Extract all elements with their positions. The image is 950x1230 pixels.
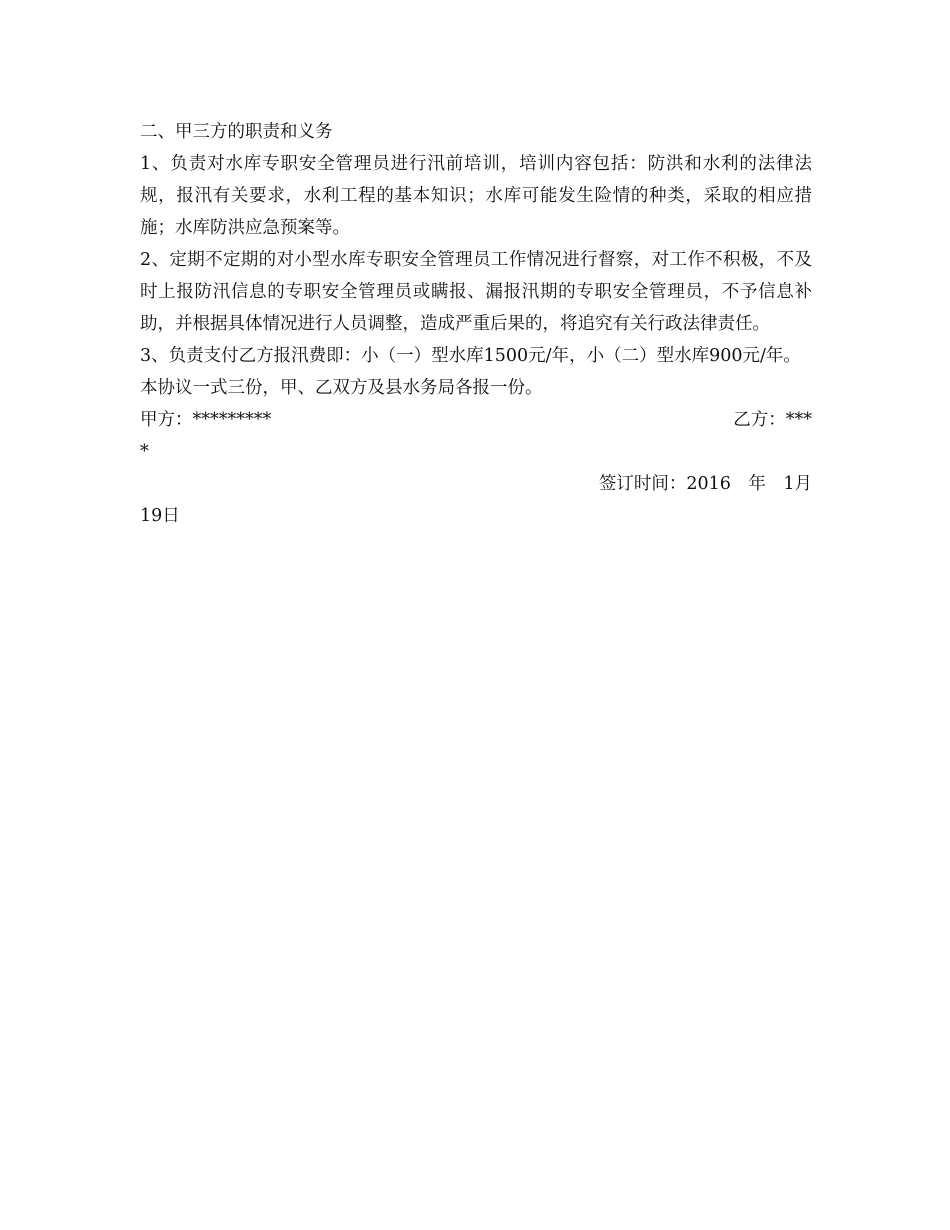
clause-2: 2、定期不定期的对小型水库专职安全管理员工作情况进行督察，对工作不积极，不及时上报防汛信息的专职安全管理员或瞒报、漏报汛期的专职安全管理员，不予信息补助，并根据具体情况进行人员调整，造成严重后果的，将追究有关行政法律责任。 — [140, 250, 812, 334]
clause-3: 3、负责支付乙方报汛费即：小（一）型水库1500元/年，小（二）型水库900元/年。 — [140, 346, 801, 366]
section-heading: 二、甲三方的职责和义务 — [140, 122, 333, 142]
party-b-signature: 乙方：*** — [733, 410, 812, 430]
copies-note: 本协议一式三份，甲、乙双方及县水务局各报一份。 — [140, 378, 543, 398]
party-b-signature-wrap: * — [140, 442, 149, 462]
sign-date-tail: 19日 — [140, 506, 180, 526]
document-body — [140, 116, 812, 532]
party-a-signature: 甲方：********* — [140, 410, 272, 430]
sign-date: 签订时间：2016 年 1月 — [598, 474, 812, 494]
signature-row — [140, 404, 812, 436]
clause-1: 1、负责对水库专职安全管理员进行汛前培训，培训内容包括：防洪和水利的法律法规，报汛有关要求，水利工程的基本知识；水库可能发生险情的种类，采取的相应措施；水库防洪应急预案等。 — [140, 154, 812, 238]
